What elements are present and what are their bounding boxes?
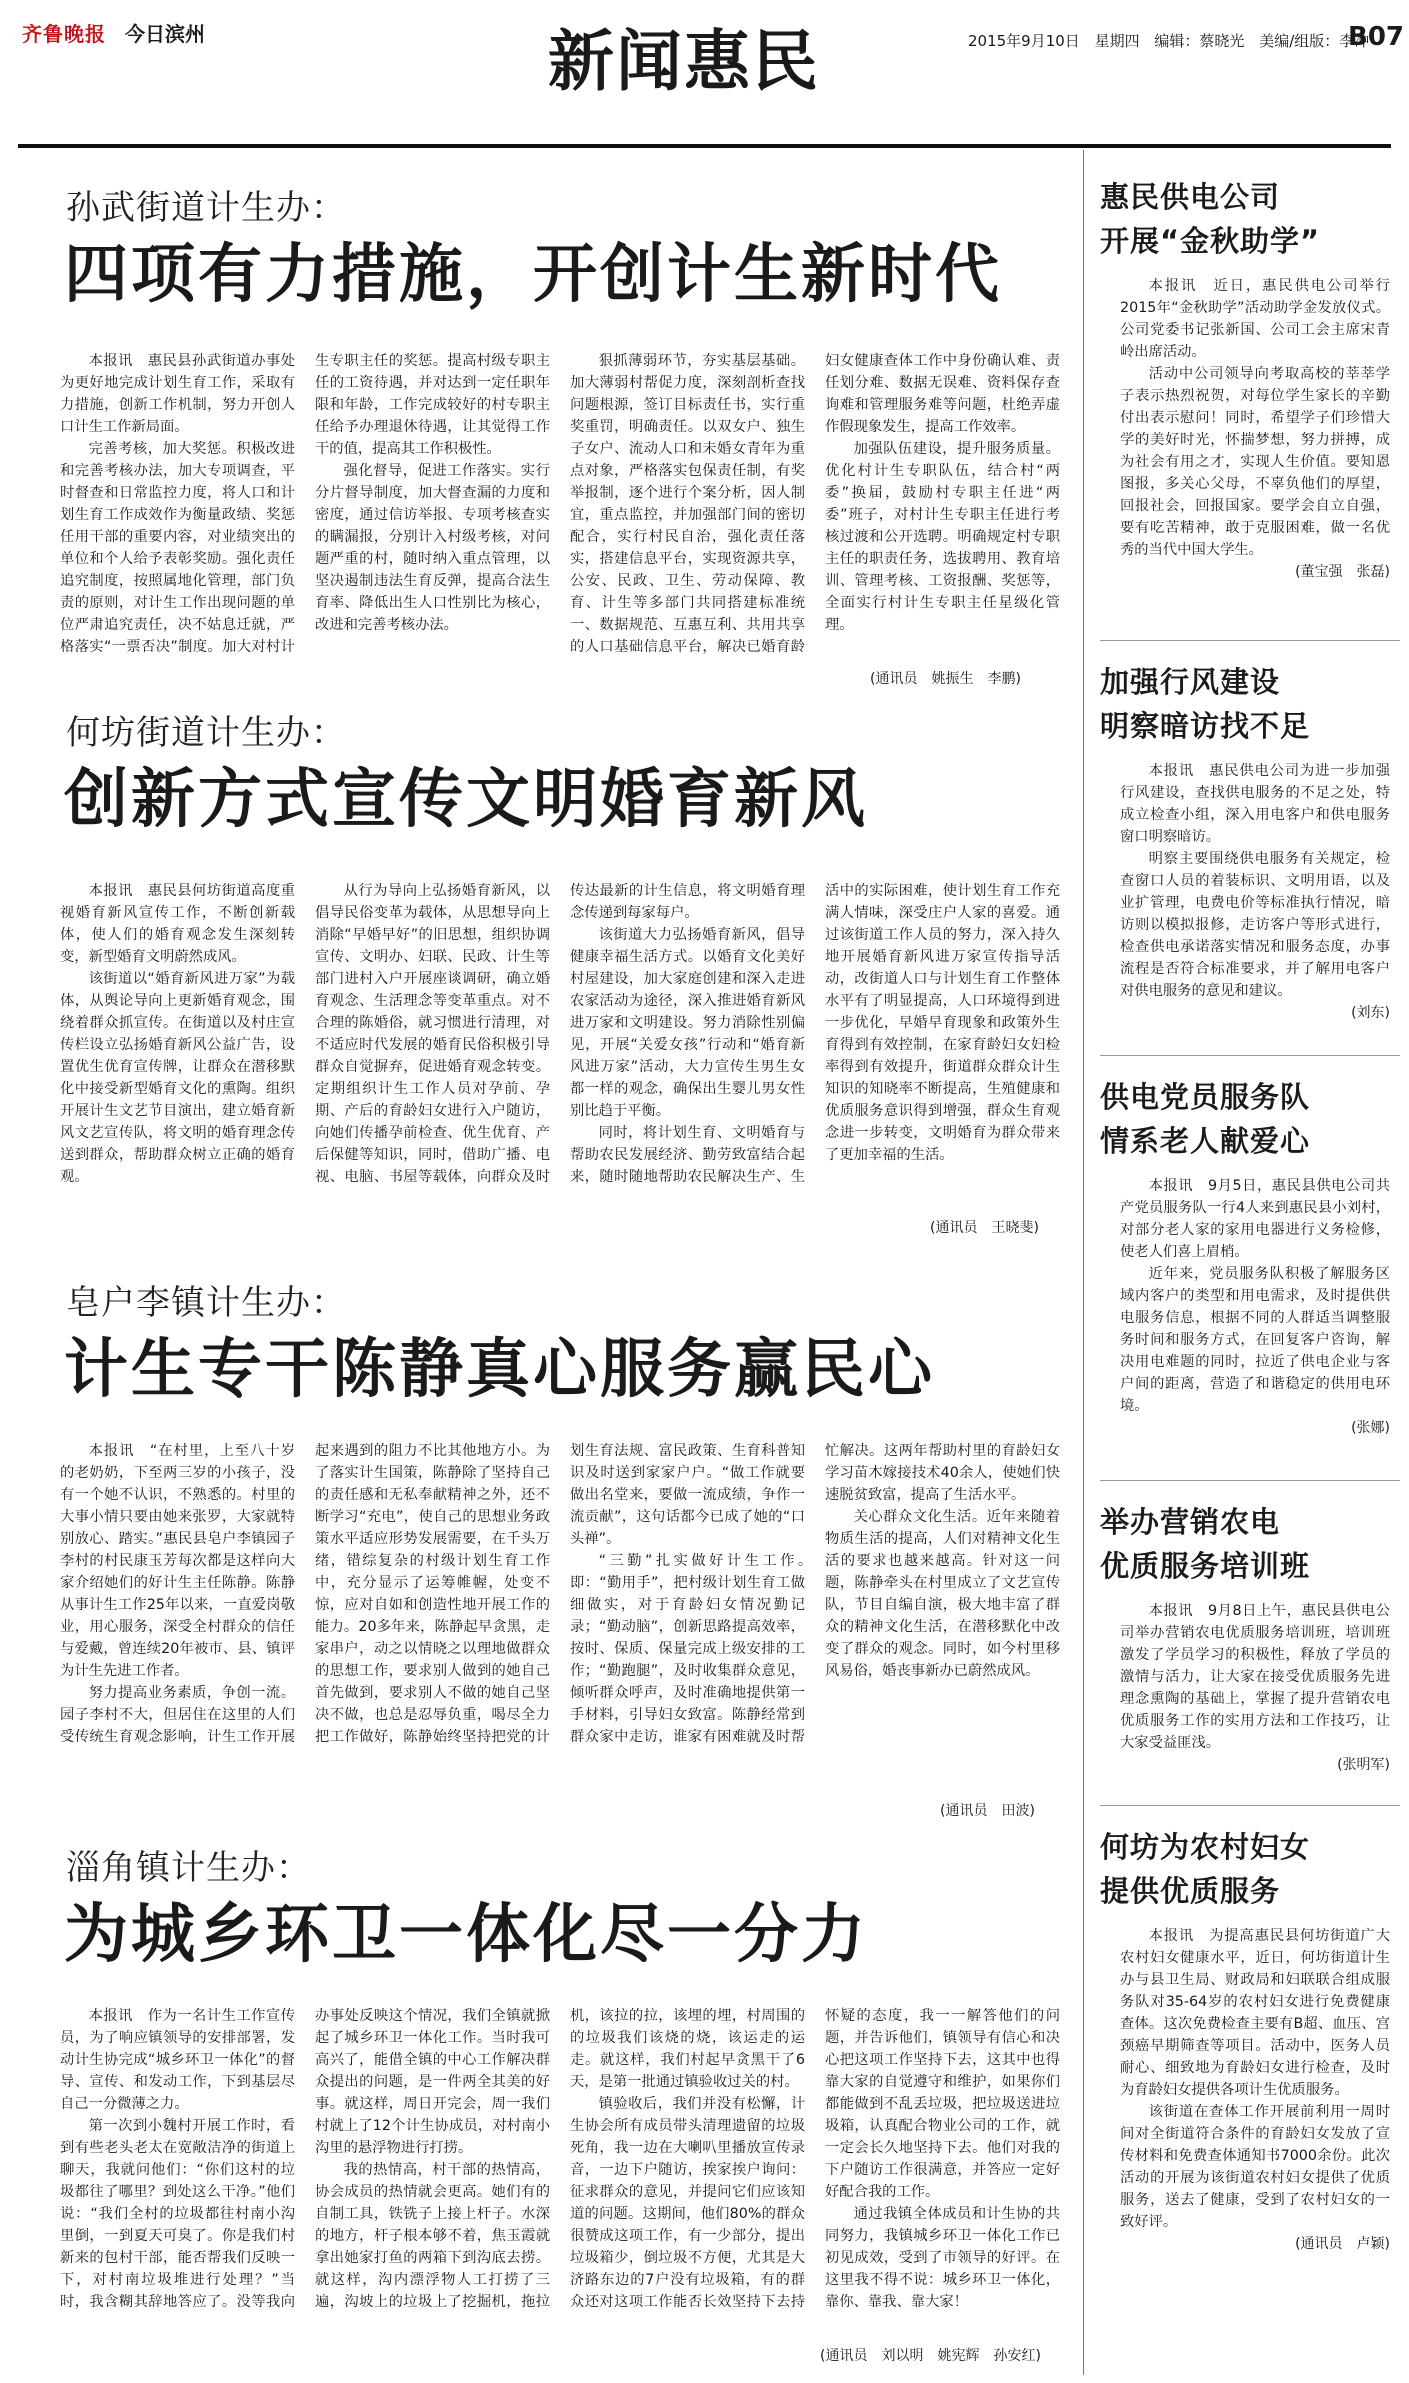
sidebar-byline: (张明军)	[1337, 1757, 1390, 1773]
article-4	[60, 1840, 1070, 2375]
issue-weekday: 星期四	[1094, 32, 1140, 50]
sidebar-divider	[1100, 1055, 1400, 1056]
paragraph: 明察主要围绕供电服务有关规定，检查窗口人员的着装标识、文明用语，以及业扩管理，电费电价等标准执行情况，暗访则以模拟报修，走访客户等形式进行，检查供电承诺落实情况和服务态度，办事流程是否符合标准要求，并了解用电客户对供电服务的意见和建议。	[1120, 851, 1390, 999]
section-title: 新闻惠民	[548, 22, 820, 100]
sidebar-story-4	[1100, 1500, 1400, 1776]
sidebar-byline: (刘东)	[1351, 1005, 1390, 1021]
sidebar-body	[1120, 275, 1390, 583]
paragraph: “三勤”扎实做好计生工作。 即：“勤用手”，把村级计划生育工做细做实，对于育龄妇女情况勤记录；“勤动脑”，创新思路提高效率，按时、保质、保量完成上级安排的工作；“勤跑腿”，及时收集群众意见，倾听群众呼声，及时准确地提供第一手材料，引导妇女致富。陈静经常到群众家中走访，谁家有困难就及时帮忙解决。这两年帮助村里的育龄妇女学习苗木嫁接技术40余人，使她们快速脱贫致富，提高了生活水平。	[570, 1443, 1060, 1745]
editor-credit: 编辑：蔡晓光	[1154, 32, 1245, 50]
article-body	[60, 2005, 1060, 2360]
sidebar-headline: 惠民供电公司 开展“金秋助学”	[1100, 180, 1321, 258]
paragraph: 狠抓薄弱环节，夯实基层基础。加大薄弱村帮促力度，深刻剖析查找问题根源，签订目标责任书，实行重奖重罚，明确责任。以双女户、独生子女户、流动人口和未婚女青年为重点对象，严格落实包保责任制，有奖举报制，逐个进行个案分析，因人制宜，重点监控，并加强部门间的密切配合，实行村民自治，强化责任落实，搭建信息平台，实现资源共享，公安、民政、卫生、劳动保障、教育、计生等多部门共同搭建标准统一、数据规范、互惠互利、共用共享的人口基础信息平台，解决已婚育龄妇女健康查体工作中身份确认难、责任划分难、数据无误难、资料保存查询难和管理服务难等问题，杜绝弄虚作假现象发生，提高工作效率。	[570, 353, 1060, 655]
sidebar-byline: (董宝强 张磊)	[1295, 564, 1390, 580]
paragraph: 本报讯 9月8日上午，惠民县供电公司举办营销农电优质服务培训班，培训班激发了学员学习的积极性，释放了学员的激情与活力，让大家在接受优质服务先进理念熏陶的基础上，掌握了提升营销农电优质服务工作的实用方法和工作技巧，让大家受益匪浅。	[1120, 1603, 1390, 1751]
article-body	[60, 1440, 1060, 1795]
paragraph: 活动中公司领导向考取高校的莘莘学子表示热烈祝贺，对每位学生家长的辛勤付出表示慰问！同时，希望学子们珍惜大学的美好时光，怀揣梦想，努力拼搏，成为社会有用之才，实现人生价值。要知恩图报，多关心父母，不辜负他们的厚望，回报社会，回报国家。要学会自立自强，要有吃苦精神，敢于克服困难，做一名优秀的当代中国大学生。	[1120, 366, 1390, 558]
paragraph: 从行为导向上弘扬婚育新风，以倡导民俗变革为载体，从思想导向上消除“早婚早好”的旧思想，组织协调宣传、文明办、妇联、民政、计生等部门进村入户开展座谈调研，确立婚育观念、生活理念等变革重点。对不合理的陈婚俗，就习惯进行清理，对不适应时代发展的婚育民俗积极引导群众自觉摒弃，促进婚育观念转变。定期组织计生工作人员对孕前、孕期、产后的育龄妇女进行入户随访，向她们传播孕前检查、优生优育、产后保健等知识，同时，借助广播、电视、电脑、书屋等载体，向群众及时传达最新的计生信息，将文明婚育理念传递到每家每户。	[315, 883, 805, 1185]
paragraph: 同时，将计划生育、文明婚育与帮助农民发展经济、勤劳致富结合起来，随时随地帮助农民解决生产、生活中的实际困难，使计划生育工作充满人情味，深受庄户人家的喜爱。通过该街道工作人员的努力，深入持久地开展婚育新风进万家宣传指导活动，改街道人口与计划生育工作整体水平有了明显提高，人口环境得到进一步优化，早婚早育现象和政策外生育得到有效控制，在家育龄妇女妇检率得到有效提升，街道群众群众计生知识的知晓率不断提高，生殖健康和优质服务意识得到增强，群众生育观念进一步转变，文明婚育为群众带来了更加幸福的生活。	[570, 883, 1060, 1185]
paragraph: 本报讯 为提高惠民县何坊街道广大农村妇女健康水平，近日，何坊街道计生办与县卫生局、财政局和妇联联合组成服务队对35-64岁的农村妇女进行免费健康查体。这次免费检查主要有B超、血压、宫颈癌早期筛查等项目。活动中，医务人员耐心、细致地为育龄妇女进行检查，及时为育龄妇女提供各项计生优质服务。	[1120, 1928, 1390, 2098]
paragraph: 本报讯 惠民供电公司为进一步加强行风建设，查找供电服务的不足之处，特成立检查小组，深入用电客户和供电服务窗口明察暗访。	[1120, 763, 1390, 845]
sidebar-story-5	[1100, 1825, 1400, 2255]
sidebar-body	[1120, 1175, 1390, 1439]
issue-meta	[968, 30, 1379, 51]
article-kicker: 淄角镇计生办：	[66, 1848, 311, 1888]
paragraph: 完善考核，加大奖惩。积极改进和完善考核办法，加大专项调查，平时督查和日常监控力度，将人口和计划生育工作成效作为衡量政绩、奖惩任用干部的重要内容，对业绩突出的单位和个人给予表彰奖励。强化责任追究制度，按照属地化管理，部门负责的原则，对计生工作出现问题的单位严肃追究责任，决不姑息迁就，严格落实“一票否决”制度。加大对村计生专职主任的奖惩。提高村级专职主任的工资待遇，并对达到一定任职年限和年龄，工作完成较好的村专职主任给予办理退休待遇，让其觉得工作干的值，提高其工作积极性。	[60, 353, 550, 655]
paragraph: 本报讯 “在村里，上至八十岁的老奶奶，下至两三岁的小孩子，没有一个她不认识，不熟悉的。村里的大事小情只要由她来张罗，大家就特别放心、踏实。”惠民县皂户李镇园子李村的村民康玉芳每次都是这样向大家介绍她们的好计生主任陈静。陈静从事计生工作25年以来，一直爱岗敬业，用心服务，深受全村群众的信任与爱戴，曾连续20年被市、县、镇评为计生先进工作者。	[60, 1443, 295, 1679]
sidebar-body	[1120, 1600, 1390, 1776]
paragraph: 第一次到小魏村开展工作时，看到有些老头老太在宽敞洁净的街道上聊天，我就问他们：“你们这村的垃圾都往了哪里？到处这么干净。”他们说：“我们全村的垃圾都往村南小沟里倒，一到夏天可臭了。你是我们村新来的包村干部，能否帮我们反映一下，对村南垃圾堆进行处理？”当时，我含糊其辞地答应了。没等我向办事处反映这个情况，我们全镇就掀起了城乡环卫一体化工作。当时我可高兴了，能借全镇的中心工作解决群众提出的问题，是一件两全其美的好事。就这样，周日开完会，周一我们村就上了12个计生协成员，对村南小沟里的悬浮物进行打捞。	[60, 2008, 550, 2310]
paragraph: 加强队伍建设，提升服务质量。优化村计生专职队伍，结合村“两委”换届，鼓励村专职主任进“两委”班子，对村计生专职主任进行考核过渡和公开选聘。明确规定村专职主任的职责任务，选拔聘用、教育培训、管理考核、工资报酬、奖惩等，全面实行村计生专职主任星级化管理。	[825, 441, 1060, 633]
paragraph: 本报讯 作为一名计生工作宣传员，为了响应镇领导的安排部署，发动计生协完成“城乡环卫一体化”的督导、宣传、和发动工作，下到基层尽自己一分微薄之力。	[60, 2008, 295, 2112]
paragraph: 该街道大力弘扬婚育新风，倡导健康幸福生活方式。以婚育文化美好村屋建设，加大家庭创建和深入走进农家活动为途径，深入推进婚育新风进万家和文明建设。努力消除性别偏见，开展“关爱女孩”行动和“婚育新风进万家”活动，大力宣传生男生女都一样的观念，确保出生婴儿男女性别比趋于平衡。	[570, 927, 805, 1119]
article-headline: 创新方式宣传文明婚育新风	[64, 763, 868, 837]
article-kicker: 皂户李镇计生办：	[66, 1283, 346, 1323]
page-header	[0, 0, 1409, 145]
paragraph: 本报讯 惠民县孙武街道办事处为更好地完成计划生育工作，采取有力措施，创新工作机制，努力开创人口计生工作新局面。	[60, 353, 295, 435]
paragraph: 该街道在查体工作开展前利用一周时间对全街道符合条件的育龄妇女发放了宣传材料和免费查体通知书7000余份。此次活动的开展为该街道农村妇女提供了优质服务，送去了健康，受到了农村妇女的一致好评。	[1120, 2104, 1390, 2230]
article-kicker: 何坊街道计生办：	[66, 713, 346, 753]
article-byline: (通讯员 王晓斐)	[930, 1220, 1039, 1236]
main-articles	[60, 150, 1070, 2375]
paragraph: 我的热情高，村干部的热情高，协会成员的热情就会更高。她们有的自制工具，铁铣子上接上杆子。水深的地方，杆子根本够不着，焦玉霞就拿出她家打鱼的两箱下到沟底去捞。就这样，沟内漂浮物人工打捞了三遍，沟坡上的垃圾上了挖掘机，拖拉机，该拉的拉，该埋的埋，村周围的的垃圾我们该烧的烧，该运走的运走。就这样，我们村起早贪黑干了6天，是第一批通过镇验收过关的村。	[315, 2008, 805, 2310]
sidebar-divider	[1100, 640, 1400, 641]
article-byline: (通讯员 田波)	[940, 1803, 1035, 1819]
sidebar-divider	[1100, 1805, 1400, 1806]
sidebar-story-1	[1100, 175, 1400, 583]
sidebar	[1100, 150, 1400, 2375]
sidebar-story-3	[1100, 1075, 1400, 1439]
sidebar-story-2	[1100, 660, 1400, 1024]
paragraph: 通过我镇全体成员和计生协的共同努力，我镇城乡环卫一体化工作已初见成效，受到了市领导的好评。在这里我不得不说：城乡环卫一体化，靠你、靠我、靠大家！	[825, 2206, 1060, 2310]
paragraph: 努力提高业务素质，争创一流。园子李村不大，但居住在这里的人们受传统生育观念影响，计生工作开展起来遇到的阻力不比其他地方小。为了落实计生国策，陈静除了坚持自己的责任感和无私奉献精神之外，还不断学习“充电”，使自己的思想业务政策水平适应形势发展需要，在千头万绪，错综复杂的村级计划生育工作中，充分显示了运筹帷幄，处变不惊，应对自如和创造性地开展工作的能力。20多年来，陈静起早贪黑，走家串户，动之以情晓之以理地做群众的思想工作，要求别人做到的她自己首先做到，要求别人不做的她自己坚决不做，也总是忍辱负重，喝尽全力把工作做好，陈静始终坚持把党的计划生育法规、富民政策、生育科普知识及时送到家家户户。“做工作就要做出名堂来，要做一流成绩，争作一流贡献”，这句话都今已成了她的“口头禅”。	[60, 1443, 805, 1745]
article-byline: (通讯员 刘以明 姚宪辉 孙安红)	[820, 2348, 1041, 2364]
article-body	[60, 350, 1060, 680]
article-2	[60, 705, 1070, 1255]
column-divider	[1083, 150, 1084, 2375]
paragraph: 本报讯 近日，惠民供电公司举行2015年“金秋助学”活动助学金发放仪式。公司党委书记张新国、公司工会主席宋青岭出席活动。	[1120, 278, 1390, 360]
sidebar-byline: (通讯员 卢颖)	[1295, 2236, 1390, 2252]
sidebar-divider	[1100, 1480, 1400, 1481]
sidebar-headline: 举办营销农电 优质服务培训班	[1100, 1505, 1311, 1583]
sidebar-headline: 何坊为农村妇女 提供优质服务	[1100, 1830, 1311, 1908]
paragraph: 关心群众文化生活。近年来随着物质生活的提高，人们对精神文化生活的要求也越来越高。针对这一问题，陈静牵头在村里成立了文艺宣传队，节目自编自演，极大地丰富了群众的精神文化生活，在潜移默化中改变了群众的观念。同时，如今村里移风易俗，婚丧事新办已蔚然成风。	[825, 1509, 1060, 1679]
article-headline: 为城乡环卫一体化尽一分力	[64, 1898, 868, 1972]
designer-credit: 美编/组版：李冲	[1259, 32, 1370, 50]
article-headline: 计生专干陈静真心服务赢民心	[64, 1333, 935, 1407]
issue-date: 2015年9月10日	[968, 32, 1080, 50]
sidebar-byline: (张娜)	[1351, 1420, 1390, 1436]
page-number: B07	[1348, 22, 1404, 52]
newspaper-brand: 齐鲁晚报	[22, 22, 106, 46]
sidebar-headline: 加强行风建设 明察暗访找不足	[1100, 665, 1311, 743]
paragraph: 该街道以“婚育新风进万家”为载体，从舆论导向上更新婚育观念，围绕着群众抓宣传。在街道以及村庄宣传栏设立弘扬婚育新风公益广告，设置优生优育宣传牌，让群众在潜移默化中接受新型婚育文化的熏陶。组织开展计生文艺节目演出，建立婚育新风文艺宣传队，将文明的婚育理念传送到群众，帮助群众树立正确的婚育观。	[60, 971, 295, 1185]
article-byline: (通讯员 姚振生 李鹏)	[870, 671, 1021, 687]
sidebar-body	[1120, 760, 1390, 1024]
article-body	[60, 880, 1060, 1210]
article-1	[60, 150, 1070, 690]
header-rule	[18, 144, 1391, 148]
paragraph: 强化督导，促进工作落实。实行分片督导制度，加大督查漏的力度和密度，通过信访举报、专项考核查实的瞒漏报，分别计入村级考核，对问题严重的村，随时纳入重点管理，以坚决遏制违法生育反弹，提高合法生育率、降低出生人口性别比为核心，改进和完善考核办法。	[315, 463, 550, 633]
article-kicker: 孙武街道计生办：	[66, 188, 346, 228]
edition-label: 今日滨州	[125, 22, 205, 46]
article-3	[60, 1275, 1070, 1819]
sidebar-body	[1120, 1925, 1390, 2255]
paragraph: 本报讯 惠民县何坊街道高度重视婚育新风宣传工作，不断创新载体，使人们的婚育观念发生深刻转变，新型婚育文明蔚然成风。	[60, 883, 295, 965]
paragraph: 本报讯 9月5日，惠民县供电公司共产党员服务队一行4人来到惠民县小刘村，对部分老人家的家用电器进行义务检修，使老人们喜上眉梢。	[1120, 1178, 1390, 1260]
paragraph: 近年来，党员服务队积极了解服务区域内客户的类型和用电需求，及时提供供电服务信息，根据不同的人群适当调整服务时间和服务方式，在回复客户咨询，解决用电难题的同时，拉近了供电企业与客户间的距离，营造了和谐稳定的供用电环境。	[1120, 1266, 1390, 1414]
article-headline: 四项有力措施，开创计生新时代	[64, 238, 1002, 312]
sidebar-headline: 供电党员服务队 情系老人献爱心	[1100, 1080, 1311, 1158]
paragraph: 镇验收后，我们并没有松懈，计生协会所有成员带头清理遗留的垃圾死角，我一边在大喇叭里播放宣传录音，一边下户随访，挨家挨户询问：征求群众的意见，并提问它们应该知道的问题。这期间，他们80%的群众很赞成这项工作，有一少部分，提出垃圾箱少，倒垃圾不方便，尤其是大济路东边的7户没有垃圾箱，有的群众还对这项工作能否长效坚持下去持怀疑的态度，我一一解答他们的问题，并告诉他们，镇领导有信心和决心把这项工作坚持下去，这其中也得靠大家的自觉遵守和维护，如果你们都能做到不乱丢垃圾，把垃圾送进垃圾箱，认真配合物业公司的工作，就一定会长久地坚持下去。他们对我的下户随访工作很满意，并答应一定好好配合我的工作。	[570, 2008, 1060, 2310]
